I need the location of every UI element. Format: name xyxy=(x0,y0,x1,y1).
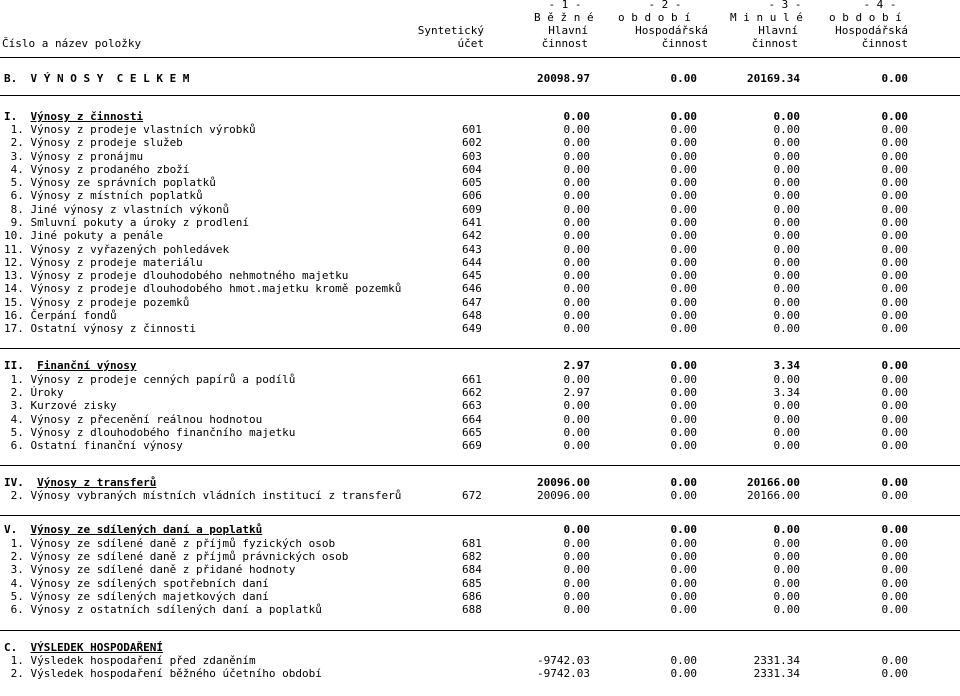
col-group-3-title: M i n u l é xyxy=(730,11,803,24)
row-value-col-4: 0.00 xyxy=(881,110,908,123)
row-account: 664 xyxy=(462,413,482,426)
row-account: 647 xyxy=(462,296,482,309)
row-label: 1. Výsledek hospodaření před zdaněním xyxy=(4,654,256,667)
row-value-col-1: 0.00 xyxy=(563,189,590,202)
row-value-col-4: 0.00 xyxy=(881,216,908,229)
row-value-col-4: 0.00 xyxy=(881,269,908,282)
row-value-col-4: 0.00 xyxy=(881,322,908,335)
row-label: 6. Výnosy z ostatních sdílených daní a poplatků xyxy=(4,603,322,616)
row-value-col-4: 0.00 xyxy=(881,163,908,176)
row-value-col-1: 0.00 xyxy=(563,373,590,386)
row-value-col-4: 0.00 xyxy=(881,123,908,136)
row-value-col-3: 0.00 xyxy=(773,110,800,123)
section-rule xyxy=(0,515,960,516)
row-value-col-1: -9742.03 xyxy=(537,667,590,680)
row-account: 644 xyxy=(462,256,482,269)
row-value-col-3: 0.00 xyxy=(773,590,800,603)
row-value-col-3: 0.00 xyxy=(773,136,800,149)
row-value-col-2: 0.00 xyxy=(670,399,697,412)
row-value-col-4: 0.00 xyxy=(881,489,908,502)
row-label: 16. Čerpání fondů xyxy=(4,309,117,322)
row-value-col-2: 0.00 xyxy=(670,489,697,502)
col-group-1-title: B ě ž n é xyxy=(534,11,594,24)
row-value-col-3: 0.00 xyxy=(773,296,800,309)
section-rule xyxy=(0,95,960,96)
row-value-col-2: 0.00 xyxy=(670,386,697,399)
row-value-col-3: 0.00 xyxy=(773,577,800,590)
synthetic-account-header: Syntetický xyxy=(417,24,484,37)
col-3-header-l1: Hlavní xyxy=(758,24,798,37)
row-value-col-1: 20098.97 xyxy=(537,72,590,85)
row-value-col-3: 20166.00 xyxy=(747,476,800,489)
row-value-col-3: 0.00 xyxy=(773,243,800,256)
row-value-col-3: 0.00 xyxy=(773,523,800,536)
row-account: 603 xyxy=(462,150,482,163)
row-value-col-2: 0.00 xyxy=(670,603,697,616)
row-label: 2. Výnosy ze sdílené daně z příjmů právnických osob xyxy=(4,550,349,563)
row-value-col-3: 0.00 xyxy=(773,426,800,439)
row-value-col-1: 0.00 xyxy=(563,269,590,282)
row-value-col-1: 0.00 xyxy=(563,163,590,176)
row-value-col-4: 0.00 xyxy=(881,476,908,489)
row-label: 5. Výnosy z dlouhodobého finančního majetku xyxy=(4,426,296,439)
row-account: 642 xyxy=(462,229,482,242)
row-value-col-1: 0.00 xyxy=(563,136,590,149)
row-value-col-2: 0.00 xyxy=(670,256,697,269)
row-value-col-4: 0.00 xyxy=(881,523,908,536)
row-account: 643 xyxy=(462,243,482,256)
row-value-col-4: 0.00 xyxy=(881,426,908,439)
row-account: 645 xyxy=(462,269,482,282)
row-label: I. Výnosy z činnosti xyxy=(4,110,144,123)
row-value-col-3: 0.00 xyxy=(773,229,800,242)
row-label: 6. Ostatní finanční výnosy xyxy=(4,439,183,452)
row-value-col-4: 0.00 xyxy=(881,296,908,309)
row-value-col-2: 0.00 xyxy=(670,373,697,386)
row-label: 6. Výnosy z místních poplatků xyxy=(4,189,203,202)
row-value-col-1: 0.00 xyxy=(563,426,590,439)
row-label: 1. Výnosy z prodeje cenných papírů a podílů xyxy=(4,373,296,386)
row-account: 665 xyxy=(462,426,482,439)
row-value-col-2: 0.00 xyxy=(670,72,697,85)
row-value-col-2: 0.00 xyxy=(670,667,697,680)
row-label: 5. Výnosy ze správních poplatků xyxy=(4,176,216,189)
row-value-col-3: 20166.00 xyxy=(747,489,800,502)
section-rule xyxy=(0,465,960,466)
row-value-col-4: 0.00 xyxy=(881,282,908,295)
row-account: 606 xyxy=(462,189,482,202)
row-value-col-3: 0.00 xyxy=(773,256,800,269)
col-1-header-l1: Hlavní xyxy=(548,24,588,37)
header-rule xyxy=(0,57,960,58)
row-value-col-4: 0.00 xyxy=(881,256,908,269)
row-label: 1. Výnosy ze sdílené daně z příjmů fyzických osob xyxy=(4,537,336,550)
row-value-col-2: 0.00 xyxy=(670,296,697,309)
col-2-header-l1: Hospodářská xyxy=(635,24,708,37)
row-value-col-4: 0.00 xyxy=(881,72,908,85)
col-2-header-l2: činnost xyxy=(661,37,708,50)
row-label: 2. Úroky xyxy=(4,386,64,399)
row-value-col-3: 0.00 xyxy=(773,322,800,335)
row-value-col-2: 0.00 xyxy=(670,563,697,576)
row-value-col-2: 0.00 xyxy=(670,110,697,123)
row-account: 684 xyxy=(462,563,482,576)
row-label: 4. Výnosy z prodaného zboží xyxy=(4,163,190,176)
row-value-col-2: 0.00 xyxy=(670,163,697,176)
row-label: II. Finanční výnosy xyxy=(4,359,137,372)
row-value-col-4: 0.00 xyxy=(881,577,908,590)
row-account: 646 xyxy=(462,282,482,295)
row-value-col-1: 20096.00 xyxy=(537,489,590,502)
row-account: 685 xyxy=(462,577,482,590)
section-rule xyxy=(0,348,960,349)
row-value-col-4: 0.00 xyxy=(881,603,908,616)
row-value-col-1: 0.00 xyxy=(563,150,590,163)
col-1-header-l2: činnost xyxy=(541,37,588,50)
section-rule xyxy=(0,630,960,631)
row-value-col-3: 0.00 xyxy=(773,150,800,163)
row-value-col-2: 0.00 xyxy=(670,654,697,667)
row-value-col-1: 0.00 xyxy=(563,439,590,452)
row-value-col-3: 0.00 xyxy=(773,537,800,550)
row-value-col-2: 0.00 xyxy=(670,322,697,335)
row-value-col-1: 0.00 xyxy=(563,563,590,576)
row-value-col-1: 0.00 xyxy=(563,296,590,309)
row-value-col-2: 0.00 xyxy=(670,269,697,282)
row-value-col-4: 0.00 xyxy=(881,359,908,372)
row-value-col-2: 0.00 xyxy=(670,537,697,550)
row-value-col-1: 20096.00 xyxy=(537,476,590,489)
row-account: 661 xyxy=(462,373,482,386)
row-value-col-2: 0.00 xyxy=(670,590,697,603)
row-label: 11. Výnosy z vyřazených pohledávek xyxy=(4,243,230,256)
row-value-col-1: 0.00 xyxy=(563,256,590,269)
row-value-col-4: 0.00 xyxy=(881,150,908,163)
row-label: 15. Výnosy z prodeje pozemků xyxy=(4,296,190,309)
row-value-col-4: 0.00 xyxy=(881,654,908,667)
row-value-col-2: 0.00 xyxy=(670,123,697,136)
row-value-col-3: 0.00 xyxy=(773,123,800,136)
row-value-col-2: 0.00 xyxy=(670,577,697,590)
row-label: 8. Jiné výnosy z vlastních výkonů xyxy=(4,203,230,216)
row-value-col-3: 3.34 xyxy=(773,386,800,399)
row-value-col-2: 0.00 xyxy=(670,150,697,163)
row-value-col-1: 2.97 xyxy=(563,386,590,399)
row-account: 663 xyxy=(462,399,482,412)
col-3-header-l2: činnost xyxy=(751,37,798,50)
row-value-col-4: 0.00 xyxy=(881,203,908,216)
row-value-col-1: 0.00 xyxy=(563,577,590,590)
row-label: 4. Výnosy ze sdílených spotřebních daní xyxy=(4,577,269,590)
row-value-col-1: 0.00 xyxy=(563,399,590,412)
row-value-col-4: 0.00 xyxy=(881,439,908,452)
row-value-col-3: 0.00 xyxy=(773,563,800,576)
row-value-col-4: 0.00 xyxy=(881,399,908,412)
row-value-col-2: 0.00 xyxy=(670,476,697,489)
row-account: 662 xyxy=(462,386,482,399)
item-label-header: Číslo a název položky xyxy=(2,37,142,50)
row-value-col-1: -9742.03 xyxy=(537,654,590,667)
row-value-col-1: 0.00 xyxy=(563,229,590,242)
row-value-col-1: 0.00 xyxy=(563,216,590,229)
row-label: IV. Výnosy z transferů xyxy=(4,476,157,489)
row-value-col-2: 0.00 xyxy=(670,523,697,536)
row-value-col-1: 0.00 xyxy=(563,537,590,550)
row-account: 648 xyxy=(462,309,482,322)
row-value-col-3: 0.00 xyxy=(773,216,800,229)
row-label: 5. Výnosy ze sdílených majetkových daní xyxy=(4,590,269,603)
row-value-col-3: 0.00 xyxy=(773,176,800,189)
row-label: 2. Výnosy vybraných místních vládních institucí z transferů xyxy=(4,489,402,502)
col-group-1-num: - 1 - xyxy=(548,0,582,11)
row-value-col-3: 0.00 xyxy=(773,603,800,616)
row-value-col-3: 0.00 xyxy=(773,439,800,452)
row-label: C. VÝSLEDEK HOSPODAŘENÍ xyxy=(4,641,163,654)
row-value-col-2: 0.00 xyxy=(670,216,697,229)
row-value-col-4: 0.00 xyxy=(881,136,908,149)
col-group-2-title: o b d o b í xyxy=(618,11,691,24)
row-value-col-4: 0.00 xyxy=(881,373,908,386)
row-account: 688 xyxy=(462,603,482,616)
row-label: 17. Ostatní výnosy z činnosti xyxy=(4,322,197,335)
row-value-col-4: 0.00 xyxy=(881,537,908,550)
row-value-col-4: 0.00 xyxy=(881,243,908,256)
row-label: 3. Výnosy z pronájmu xyxy=(4,150,144,163)
row-value-col-3: 3.34 xyxy=(773,359,800,372)
col-group-3-num: - 3 - xyxy=(768,0,802,11)
row-account: 601 xyxy=(462,123,482,136)
row-account: 681 xyxy=(462,537,482,550)
row-value-col-1: 0.00 xyxy=(563,243,590,256)
row-value-col-2: 0.00 xyxy=(670,136,697,149)
row-value-col-3: 2331.34 xyxy=(753,654,800,667)
row-account: 682 xyxy=(462,550,482,563)
row-value-col-2: 0.00 xyxy=(670,359,697,372)
row-value-col-1: 2.97 xyxy=(563,359,590,372)
row-value-col-2: 0.00 xyxy=(670,189,697,202)
row-value-col-1: 0.00 xyxy=(563,550,590,563)
row-account: 669 xyxy=(462,439,482,452)
row-value-col-2: 0.00 xyxy=(670,229,697,242)
row-value-col-4: 0.00 xyxy=(881,667,908,680)
row-value-col-1: 0.00 xyxy=(563,590,590,603)
row-value-col-3: 0.00 xyxy=(773,163,800,176)
row-value-col-2: 0.00 xyxy=(670,550,697,563)
row-label: 12. Výnosy z prodeje materiálu xyxy=(4,256,203,269)
row-value-col-3: 0.00 xyxy=(773,413,800,426)
row-label: 14. Výnosy z prodeje dlouhodobého hmot.majetku kromě pozemků xyxy=(4,282,402,295)
row-account: 649 xyxy=(462,322,482,335)
col-group-4-num: - 4 - xyxy=(863,0,897,11)
row-value-col-3: 0.00 xyxy=(773,399,800,412)
row-account: 604 xyxy=(462,163,482,176)
row-label: B. V Ý N O S Y C E L K E M xyxy=(4,72,190,85)
row-account: 686 xyxy=(462,590,482,603)
row-account: 609 xyxy=(462,203,482,216)
row-value-col-2: 0.00 xyxy=(670,309,697,322)
row-label: 1. Výnosy z prodeje vlastních výrobků xyxy=(4,123,256,136)
row-value-col-1: 0.00 xyxy=(563,203,590,216)
row-value-col-1: 0.00 xyxy=(563,322,590,335)
row-value-col-2: 0.00 xyxy=(670,282,697,295)
col-group-4-title: o b d o b í xyxy=(829,11,902,24)
row-value-col-3: 0.00 xyxy=(773,309,800,322)
row-value-col-3: 2331.34 xyxy=(753,667,800,680)
row-label: V. Výnosy ze sdílených daní a poplatků xyxy=(4,523,263,536)
row-value-col-4: 0.00 xyxy=(881,590,908,603)
row-value-col-1: 0.00 xyxy=(563,603,590,616)
row-value-col-1: 0.00 xyxy=(563,123,590,136)
row-account: 641 xyxy=(462,216,482,229)
row-value-col-3: 0.00 xyxy=(773,269,800,282)
row-value-col-3: 0.00 xyxy=(773,203,800,216)
row-account: 672 xyxy=(462,489,482,502)
row-label: 3. Kurzové zisky xyxy=(4,399,117,412)
row-label: 4. Výnosy z přecenění reálnou hodnotou xyxy=(4,413,263,426)
row-value-col-2: 0.00 xyxy=(670,243,697,256)
row-value-col-4: 0.00 xyxy=(881,413,908,426)
row-label: 13. Výnosy z prodeje dlouhodobého nehmotného majetku xyxy=(4,269,349,282)
row-value-col-4: 0.00 xyxy=(881,229,908,242)
row-value-col-4: 0.00 xyxy=(881,189,908,202)
row-value-col-2: 0.00 xyxy=(670,413,697,426)
col-group-2-num: - 2 - xyxy=(648,0,682,11)
col-4-header-l1: Hospodářská xyxy=(835,24,908,37)
row-value-col-4: 0.00 xyxy=(881,550,908,563)
row-value-col-2: 0.00 xyxy=(670,176,697,189)
row-label: 2. Výsledek hospodaření běžného účetního období xyxy=(4,667,322,680)
row-account: 602 xyxy=(462,136,482,149)
row-value-col-3: 0.00 xyxy=(773,550,800,563)
row-label: 10. Jiné pokuty a penále xyxy=(4,229,163,242)
row-value-col-2: 0.00 xyxy=(670,203,697,216)
row-value-col-3: 0.00 xyxy=(773,189,800,202)
row-value-col-1: 0.00 xyxy=(563,110,590,123)
row-value-col-4: 0.00 xyxy=(881,309,908,322)
row-value-col-2: 0.00 xyxy=(670,439,697,452)
synthetic-account-header-2: účet xyxy=(457,37,484,50)
row-value-col-3: 0.00 xyxy=(773,373,800,386)
row-value-col-4: 0.00 xyxy=(881,386,908,399)
row-label: 3. Výnosy ze sdílené daně z přidané hodnoty xyxy=(4,563,296,576)
row-value-col-4: 0.00 xyxy=(881,563,908,576)
row-value-col-1: 0.00 xyxy=(563,309,590,322)
row-account: 605 xyxy=(462,176,482,189)
row-value-col-1: 0.00 xyxy=(563,176,590,189)
col-4-header-l2: činnost xyxy=(861,37,908,50)
row-value-col-1: 0.00 xyxy=(563,413,590,426)
row-label: 9. Smluvní pokuty a úroky z prodlení xyxy=(4,216,250,229)
row-value-col-3: 20169.34 xyxy=(747,72,800,85)
row-label: 2. Výnosy z prodeje služeb xyxy=(4,136,183,149)
row-value-col-1: 0.00 xyxy=(563,282,590,295)
row-value-col-3: 0.00 xyxy=(773,282,800,295)
row-value-col-4: 0.00 xyxy=(881,176,908,189)
row-value-col-1: 0.00 xyxy=(563,523,590,536)
row-value-col-2: 0.00 xyxy=(670,426,697,439)
